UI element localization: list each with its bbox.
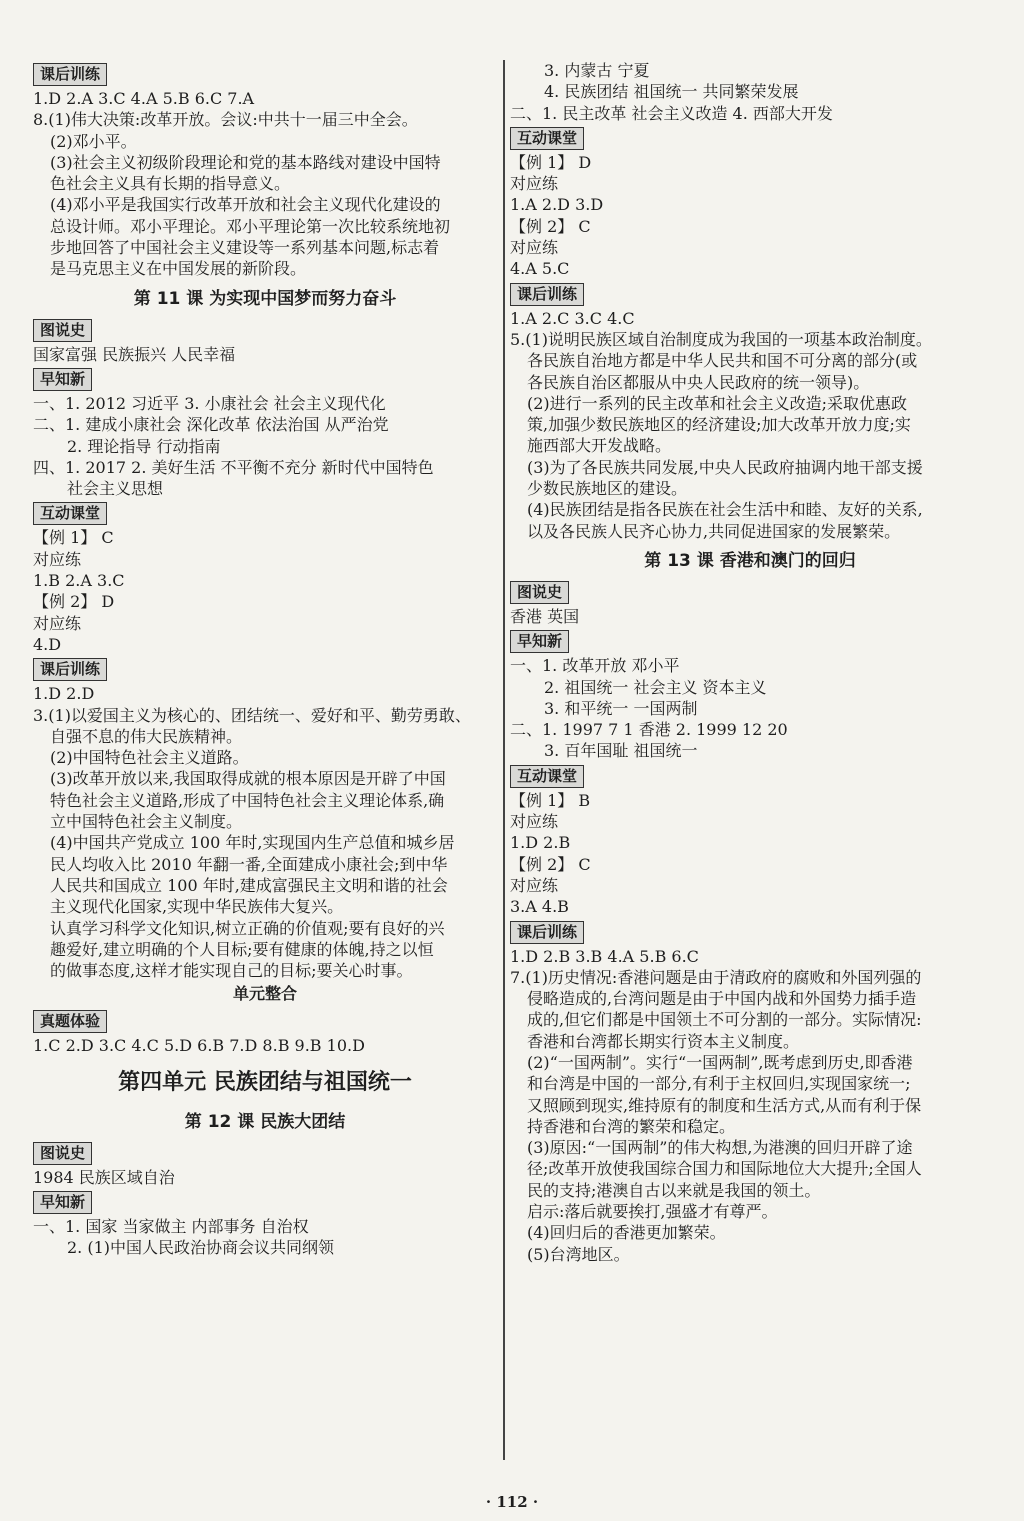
answer-line: (5)台湾地区。 [527,1244,630,1264]
unit-title: 第四单元 民族团结与祖国统一 [118,1069,412,1095]
answer-line: 【例 1】 C [33,528,114,548]
answer-line: 各民族自治地方都是中华人民共和国不可分离的部分(或 [527,351,918,371]
answer-line: (2)“一国两制”。实行“一国两制”,既考虑到历史,即香港 [527,1052,913,1072]
answer-line: 3. 百年国耻 祖国统一 [544,741,698,761]
answer-line: (3)原因:“一国两制”的伟大构想,为港澳的回归开辟了途 [527,1138,913,1158]
answer-line: 2. 理论指导 行动指南 [67,436,221,456]
answer-line: 1.A 2.D 3.D [510,195,604,215]
answer-line: 一、1. 国家 当家做主 内部事务 自治权 [33,1216,309,1236]
lesson-title: 第 11 课 为实现中国梦而努力奋斗 [133,288,397,309]
answer-line: 色社会主义具有长期的指导意义。 [50,174,291,194]
answer-line: 侵略造成的,台湾问题是由于中国内战和外国势力插手造 [527,989,917,1009]
answer-line: 和台湾是中国的一部分,有利于主权回归,实现国家统一; [527,1074,911,1094]
answer-line: 社会主义思想 [67,479,164,499]
answer-line: 1.B 2.A 3.C [33,571,125,591]
answer-line: 认真学习科学文化知识,树立正确的价值观;要有良好的兴 [50,918,445,938]
section-title: 单元整合 [232,984,297,1004]
answer-line: 四、1. 2017 2. 美好生活 不平衡不充分 新时代中国特色 [33,457,434,477]
answer-line: (3)改革开放以来,我国取得成就的根本原因是开辟了中国 [50,769,446,789]
section-tag: 互动课堂 [33,502,107,525]
answer-line: 7.(1)历史情况:香港问题是由于清政府的腐败和外国列强的 [510,967,922,987]
answer-line: 步地回答了中国社会主义建设等一系列基本问题,标志着 [50,238,440,258]
answer-line: (4)回归后的香港更加繁荣。 [527,1223,726,1243]
answer-line: 香港和台湾都长期实行资本主义制度。 [527,1031,800,1051]
answer-line: 国家富强 民族振兴 人民幸福 [33,344,236,364]
answer-line: 二、1. 民主改革 社会主义改造 4. 西部大开发 [510,103,833,123]
answer-line: 1.D 2.B [510,833,571,853]
answer-line: 3. 和平统一 一国两制 [544,698,698,718]
answer-line: 总设计师。邓小平理论。邓小平理论第一次比较系统地初 [50,216,451,236]
answer-line: 民的支持;港澳自古以来就是我国的领土。 [527,1180,821,1200]
answer-line: 以及各民族人民齐心协力,共同促进国家的发展繁荣。 [527,521,901,541]
answer-line: 1984 民族区域自治 [33,1167,175,1187]
section-tag: 早知新 [33,368,92,391]
answer-line: 人民共和国成立 100 年时,建成富强民主文明和谐的社会 [50,875,448,895]
answer-line: (4)中国共产党成立 100 年时,实现国内生产总值和城乡居 [50,833,455,853]
section-tag: 课后训练 [510,921,584,944]
answer-line: 民人均收入比 2010 年翻一番,全面建成小康社会;到中华 [50,854,448,874]
section-tag: 早知新 [33,1191,92,1214]
answer-line: 成的,但它们都是中国领土不可分割的一部分。实际情况: [527,1010,922,1030]
answer-line: 的做事态度,这样才能实现自己的目标;要关心时事。 [50,961,413,981]
answer-line: 【例 2】 D [33,592,115,612]
answer-line: (2)进行一系列的民主改革和社会主义改造;采取优惠政 [527,393,908,413]
answer-line: 1.D 2.B 3.B 4.A 5.B 6.C [510,946,699,966]
answer-line: 1.A 2.C 3.C 4.C [510,308,635,328]
section-tag: 图说史 [510,581,569,604]
answer-line: 一、1. 改革开放 邓小平 [510,656,680,676]
answer-line: 2. (1)中国人民政治协商会议共同纲领 [67,1238,335,1258]
answer-line: 香港 英国 [510,606,580,626]
section-tag: 互动课堂 [510,127,584,150]
answer-line: 一、1. 2012 习近平 3. 小康社会 社会主义现代化 [33,393,386,413]
section-tag: 图说史 [33,319,92,342]
answer-line: 5.(1)说明民族区域自治制度成为我国的一项基本政治制度。 [510,329,932,349]
answer-line: 8.(1)伟大决策:改革开放。会议:中共十一届三中全会。 [33,110,418,130]
answer-line: 启示:落后就要挨打,强盛才有尊严。 [527,1202,778,1222]
page-number: · 112 · [485,1493,539,1511]
answer-line: 3.A 4.B [510,897,569,917]
answer-line: 对应练 [510,812,559,832]
answer-line: (2)中国特色社会主义道路。 [50,748,249,768]
answer-line: 对应练 [33,613,82,633]
answer-line: 对应练 [33,549,82,569]
answer-line: 特色社会主义道路,形成了中国特色社会主义理论体系,确 [50,790,445,810]
section-tag: 图说史 [33,1142,92,1165]
answer-line: 自强不息的伟大民族精神。 [50,726,243,746]
answer-line: 3.(1)以爱国主义为核心的、团结统一、爱好和平、勤劳勇敢、 [33,705,471,725]
answer-line: 对应练 [510,875,559,895]
section-tag: 课后训练 [510,283,584,306]
right-column [510,60,990,1265]
answer-line: 【例 1】 B [510,790,591,810]
answer-line: 【例 2】 C [510,854,591,874]
answer-line: 持香港和台湾的繁荣和稳定。 [527,1116,736,1136]
answer-line: (3)社会主义初级阶段理论和党的基本路线对建设中国特 [50,152,441,172]
section-tag: 早知新 [510,630,569,653]
answer-line: 主义现代化国家,实现中华民族伟大复兴。 [50,897,344,917]
answer-line: 立中国特色社会主义制度。 [50,812,243,832]
answer-line: 少数民族地区的建设。 [527,479,688,499]
answer-line: 4.D [33,634,62,654]
answer-line: 1.C 2.D 3.C 4.C 5.D 6.B 7.D 8.B 9.B 10.D [33,1036,365,1056]
lesson-title: 第 12 课 民族大团结 [184,1111,346,1132]
section-tag: 真题体验 [33,1010,107,1033]
answer-line: 2. 祖国统一 社会主义 资本主义 [544,677,767,697]
answer-line: 4. 民族团结 祖国统一 共同繁荣发展 [544,82,799,102]
answer-line: 二、1. 1997 7 1 香港 2. 1999 12 20 [510,720,788,740]
section-tag: 互动课堂 [510,765,584,788]
answer-line: 径;改革开放使我国综合国力和国际地位大大提升;全国人 [527,1159,922,1179]
lesson-title: 第 13 课 香港和澳门的回归 [644,550,856,571]
answer-line: 3. 内蒙古 宁夏 [544,61,650,80]
answer-line: 施西部大开发战略。 [527,436,672,456]
section-tag: 课后训练 [33,658,107,681]
answer-line: 是马克思主义在中国发展的新阶段。 [50,259,307,279]
answer-line: 对应练 [510,174,559,194]
answer-line: 【例 1】 D [510,152,592,172]
answer-line: (4)邓小平是我国实行改革开放和社会主义现代化建设的 [50,195,441,215]
answer-line: 趣爱好,建立明确的个人目标;要有健康的体魄,持之以恒 [50,939,434,959]
answer-line: 4.A 5.C [510,259,570,279]
answer-line: 二、1. 建成小康社会 深化改革 依法治国 从严治党 [33,415,389,435]
answer-line: 1.D 2.D [33,684,95,704]
answer-line: (3)为了各民族共同发展,中央人民政府抽调内地干部支援 [527,457,923,477]
answer-line: (4)民族团结是指各民族在社会生活中和睦、友好的关系, [527,500,923,520]
column-divider [503,60,505,1460]
answer-line: 1.D 2.A 3.C 4.A 5.B 6.C 7.A [33,89,255,108]
answer-line: 各民族自治区都服从中央人民政府的统一领导)。 [527,372,870,392]
answer-line: 策,加强少数民族地区的经济建设;加大改革开放力度;实 [527,415,911,435]
answer-line: 又照顾到现实,维持原有的制度和生活方式,从而有利于保 [527,1095,922,1115]
section-tag: 课后训练 [33,63,107,86]
answer-line: 对应练 [510,238,559,258]
left-column [33,60,497,1259]
answer-line: (2)邓小平。 [50,131,137,151]
answer-line: 【例 2】 C [510,216,591,236]
